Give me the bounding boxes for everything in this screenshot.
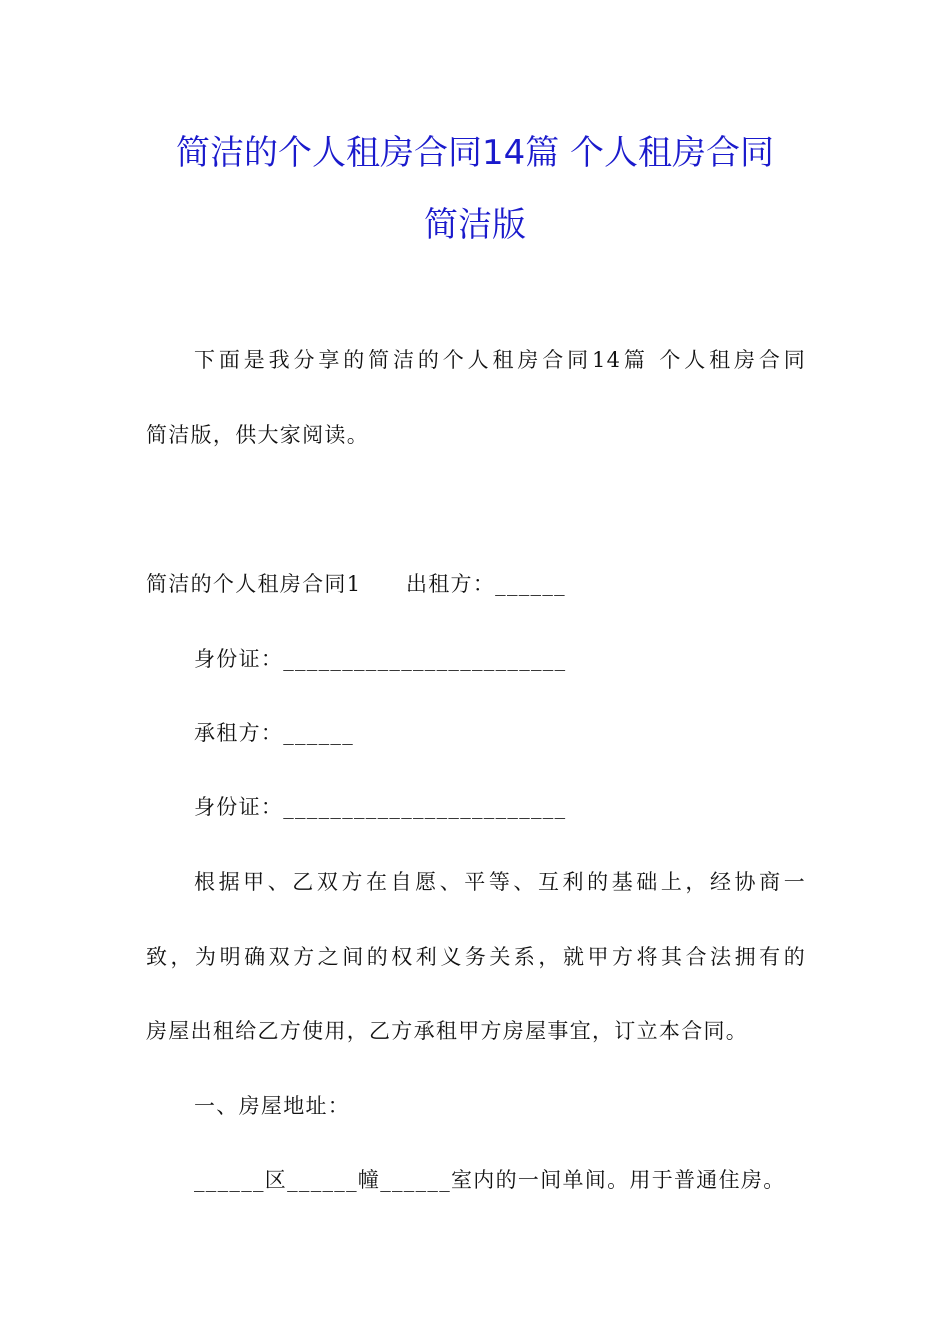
paragraph-1-line-1: 根据甲、乙双方在自愿、平等、互利的基础上，经协商一: [194, 870, 806, 894]
intro-line-1: 下面是我分享的简洁的个人租房合同14篇 个人租房合同: [194, 348, 806, 372]
clause-1-text: ______区______幢______室内的一间单间。用于普通住房。: [194, 1168, 786, 1192]
document-title-line-2: 简洁版: [424, 205, 526, 245]
tenant-field: 承租方：______: [194, 721, 354, 745]
tenant-id-field: 身份证：________________________: [194, 795, 567, 819]
intro-line-2: 简洁版，供大家阅读。: [146, 423, 369, 447]
paragraph-1-line-3: 房屋出租给乙方使用，乙方承租甲方房屋事宜，订立本合同。: [146, 1019, 749, 1043]
clause-1-heading: 一、房屋地址：: [194, 1094, 351, 1118]
landlord-id-field: 身份证：________________________: [194, 647, 567, 671]
section-heading: 简洁的个人租房合同1 出租方：______: [146, 572, 566, 596]
document-title-line-1: 简洁的个人租房合同14篇 个人租房合同: [175, 133, 775, 173]
paragraph-1-line-2: 致，为明确双方之间的权利义务关系，就甲方将其合法拥有的: [146, 945, 806, 969]
